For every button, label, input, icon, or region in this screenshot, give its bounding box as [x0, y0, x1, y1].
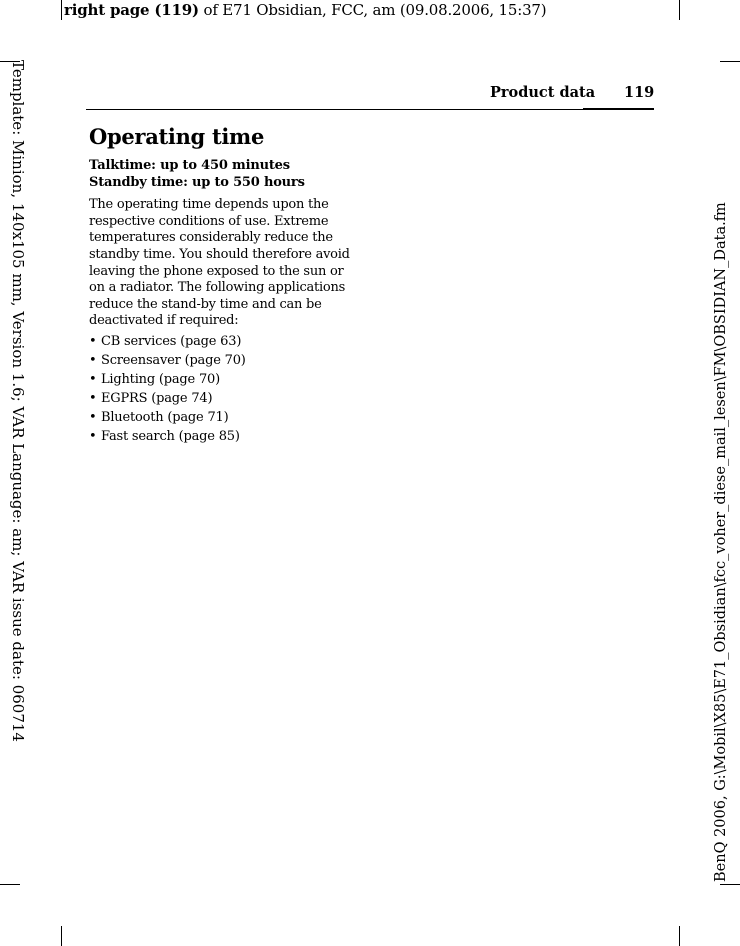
crop-mark-top-right-vertical — [679, 0, 680, 20]
bullet: • — [89, 333, 97, 349]
crop-mark-bottom-right-vertical — [679, 926, 680, 946]
bullet: • — [89, 428, 97, 444]
operating-time-description: The operating time depends upon the respective conditions of use. Extreme temperatures considerably reduce the standby time. You should therefore avoid leaving the phone exposed to the sun or on a radiator. The following applications reduce the stand-by time and can be deactivated if required: — [89, 197, 350, 329]
list-item — [89, 389, 359, 408]
template-info-text: Template: Minion, 140x105 mm, Version 1.6; VAR Language: am; VAR issue date: 060714 — [9, 60, 27, 742]
list-item — [89, 427, 359, 446]
bullet: • — [89, 390, 97, 406]
list-item-text: CB services (page 63) — [101, 333, 242, 349]
section-title: Operating time — [89, 124, 265, 149]
bullet: • — [89, 352, 97, 368]
list-item — [89, 370, 359, 389]
crop-mark-top-left-vertical — [61, 0, 62, 20]
talktime-spec: Talktime: up to 450 minutes — [89, 158, 290, 174]
list-item-text: Fast search (page 85) — [101, 428, 240, 444]
crop-mark-bottom-left-vertical — [61, 926, 62, 946]
bullet: • — [89, 409, 97, 425]
header-rule — [86, 109, 654, 110]
print-info-page: right page (119) — [64, 1, 199, 19]
crop-mark-bottom-right-horizontal — [720, 884, 740, 885]
section-operating-time — [89, 124, 359, 446]
running-head-title: Product data — [490, 84, 596, 101]
page-number: 119 — [624, 84, 655, 101]
print-info-line — [64, 1, 546, 19]
print-info-document: of E71 Obsidian, FCC, am (09.08.2006, 15:37) — [198, 1, 547, 19]
list-item — [89, 332, 359, 351]
template-info-vertical — [9, 60, 27, 742]
file-path-vertical — [713, 202, 731, 882]
crop-mark-bottom-left-horizontal — [0, 884, 20, 885]
header-rule-accent — [583, 108, 654, 110]
running-head — [86, 82, 654, 110]
crop-mark-top-right-horizontal — [720, 61, 740, 62]
list-item-text: Screensaver (page 70) — [101, 352, 246, 368]
list-item-text: Bluetooth (page 71) — [101, 409, 229, 425]
bullet: • — [89, 371, 97, 387]
applications-list — [89, 332, 359, 446]
list-item-text: Lighting (page 70) — [101, 371, 220, 387]
list-item-text: EGPRS (page 74) — [101, 390, 213, 406]
standby-spec: Standby time: up to 550 hours — [89, 175, 305, 191]
list-item — [89, 351, 359, 370]
file-path-text: BenQ 2006, G:\Mobil\X85\E71_Obsidian\fcc_voher_diese_mail_lesen\FM\OBSIDIAN_Data.fm — [713, 202, 729, 882]
list-item — [89, 408, 359, 427]
